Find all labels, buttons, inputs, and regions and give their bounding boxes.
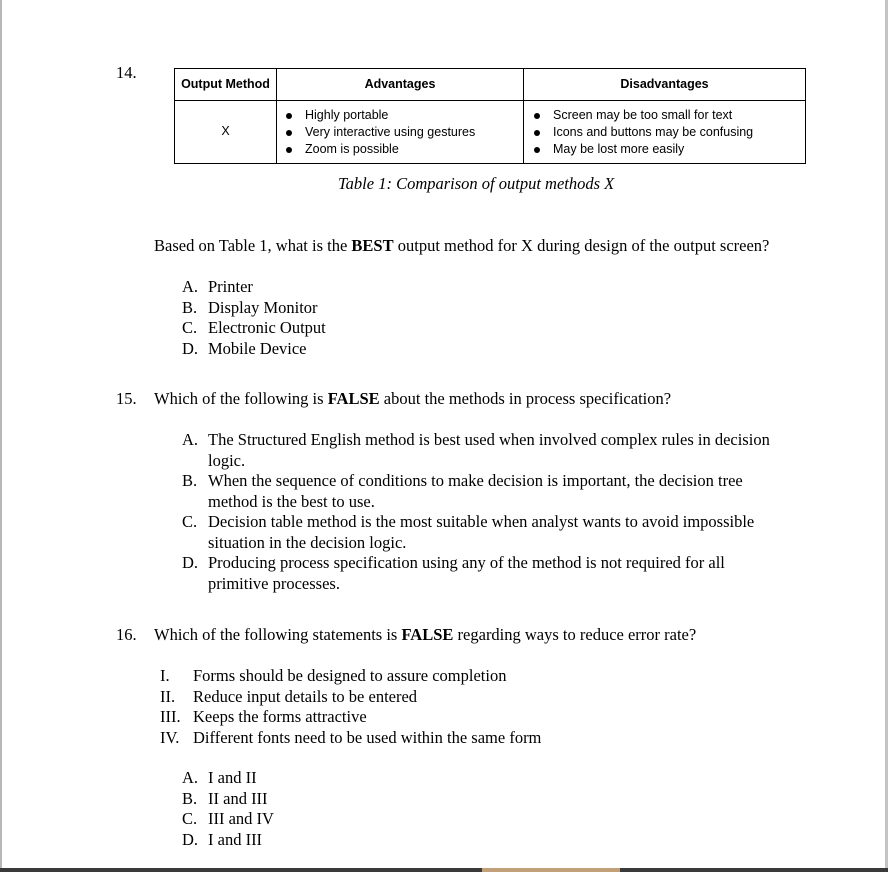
question-stem-15	[154, 389, 671, 409]
answer-option[interactable]	[182, 830, 482, 851]
stem-text: Which of the following is	[154, 389, 328, 408]
option-label: B.	[182, 788, 198, 808]
advantages-list	[282, 107, 475, 158]
answer-option[interactable]	[182, 768, 482, 789]
option-label: C.	[182, 318, 198, 337]
table-caption: Table 1: Comparison of output methods X	[338, 174, 615, 193]
disadvantages-list	[530, 107, 753, 158]
table-header-disadvantages: Disadvantages	[620, 77, 709, 91]
option-label: C.	[182, 512, 198, 531]
statement-label: II.	[160, 686, 176, 706]
comparison-table	[174, 68, 806, 164]
option-label: A.	[182, 430, 199, 449]
list-item: May be lost more easily	[530, 141, 753, 158]
statement-text: Reduce input details to be entered	[193, 686, 418, 706]
answer-option[interactable]	[182, 430, 842, 471]
option-label: D.	[182, 829, 199, 849]
option-text: Electronic Output	[208, 318, 326, 337]
stem-text: regarding ways to reduce error rate?	[453, 625, 697, 644]
option-text: The Structured English method is best used when involved complex rules in decision	[208, 430, 770, 449]
option-label: A.	[182, 277, 199, 296]
option-text: situation in the decision logic.	[208, 532, 407, 552]
option-text: method is the best to use.	[208, 491, 375, 511]
statement-label: IV.	[160, 727, 180, 747]
statement-label: III.	[160, 707, 181, 726]
statement-item	[160, 666, 660, 687]
option-label: D.	[182, 553, 199, 572]
option-text: I and III	[208, 829, 263, 849]
option-text: II and III	[208, 788, 268, 808]
answer-option[interactable]	[182, 809, 482, 830]
page-border-bottom	[0, 868, 888, 872]
statement-label: I.	[160, 666, 170, 685]
answer-options-16	[182, 768, 482, 850]
option-text: Mobile Device	[208, 338, 307, 358]
option-label: B.	[182, 297, 198, 317]
question-number-16: 16.	[116, 625, 137, 644]
stem-text: Which of the following statements is	[154, 625, 402, 644]
option-label: B.	[182, 471, 198, 490]
list-item: Screen may be too small for text	[530, 107, 753, 124]
answer-options-14	[182, 277, 582, 359]
list-item: Very interactive using gestures	[282, 124, 475, 141]
option-label: C.	[182, 809, 198, 828]
option-text: III and IV	[208, 809, 274, 828]
list-item: Icons and buttons may be confusing	[530, 124, 753, 141]
table-header-output-method: Output Method	[181, 77, 270, 91]
option-text: Producing process specification using any of the method is not required for all	[208, 553, 725, 572]
stem-text: Based on Table 1, what is the	[154, 236, 352, 255]
table-header-advantages: Advantages	[364, 77, 436, 91]
question-stem-16	[154, 625, 696, 645]
stem-emphasis: FALSE	[327, 389, 380, 408]
answer-option[interactable]	[182, 339, 582, 360]
question-number-14: 14.	[116, 63, 137, 82]
answer-option[interactable]	[182, 298, 582, 319]
statement-item	[160, 687, 660, 708]
stem-emphasis: FALSE	[401, 625, 454, 644]
stem-text: output method for X during design of the output screen?	[393, 236, 770, 255]
option-text: Decision table method is the most suitable when analyst wants to avoid impossible	[208, 512, 755, 531]
answer-option[interactable]	[182, 277, 582, 298]
answer-option[interactable]	[182, 553, 842, 594]
statement-item	[160, 707, 660, 728]
question-number-15: 15.	[116, 389, 137, 408]
option-text: Display Monitor	[208, 297, 318, 317]
stem-text: about the methods in process specification?	[379, 389, 672, 408]
scrollbar-thumb[interactable]	[482, 868, 620, 872]
list-item: Highly portable	[282, 107, 475, 124]
option-text: I and II	[208, 768, 257, 787]
list-item: Zoom is possible	[282, 141, 475, 158]
answer-options-15	[182, 430, 842, 594]
option-text: Printer	[208, 277, 253, 296]
option-label: D.	[182, 338, 199, 358]
page-border-left	[0, 0, 2, 872]
option-text: When the sequence of conditions to make decision is important, the decision tree	[208, 471, 743, 490]
option-text: logic.	[208, 450, 246, 470]
statement-text: Keeps the forms attractive	[193, 707, 367, 726]
option-text: primitive processes.	[208, 573, 340, 593]
answer-option[interactable]	[182, 789, 482, 810]
answer-option[interactable]	[182, 471, 842, 512]
table-header-divider	[175, 100, 805, 101]
table-cell-method: X	[221, 124, 230, 138]
statement-text: Forms should be designed to assure completion	[193, 666, 507, 685]
stem-emphasis: BEST	[351, 236, 394, 255]
answer-option[interactable]	[182, 318, 582, 339]
answer-option[interactable]	[182, 512, 842, 553]
option-label: A.	[182, 768, 199, 787]
statement-text: Different fonts need to be used within the same form	[193, 727, 542, 747]
statement-list-16	[160, 666, 660, 748]
statement-item	[160, 728, 660, 749]
question-stem-14	[154, 236, 769, 256]
